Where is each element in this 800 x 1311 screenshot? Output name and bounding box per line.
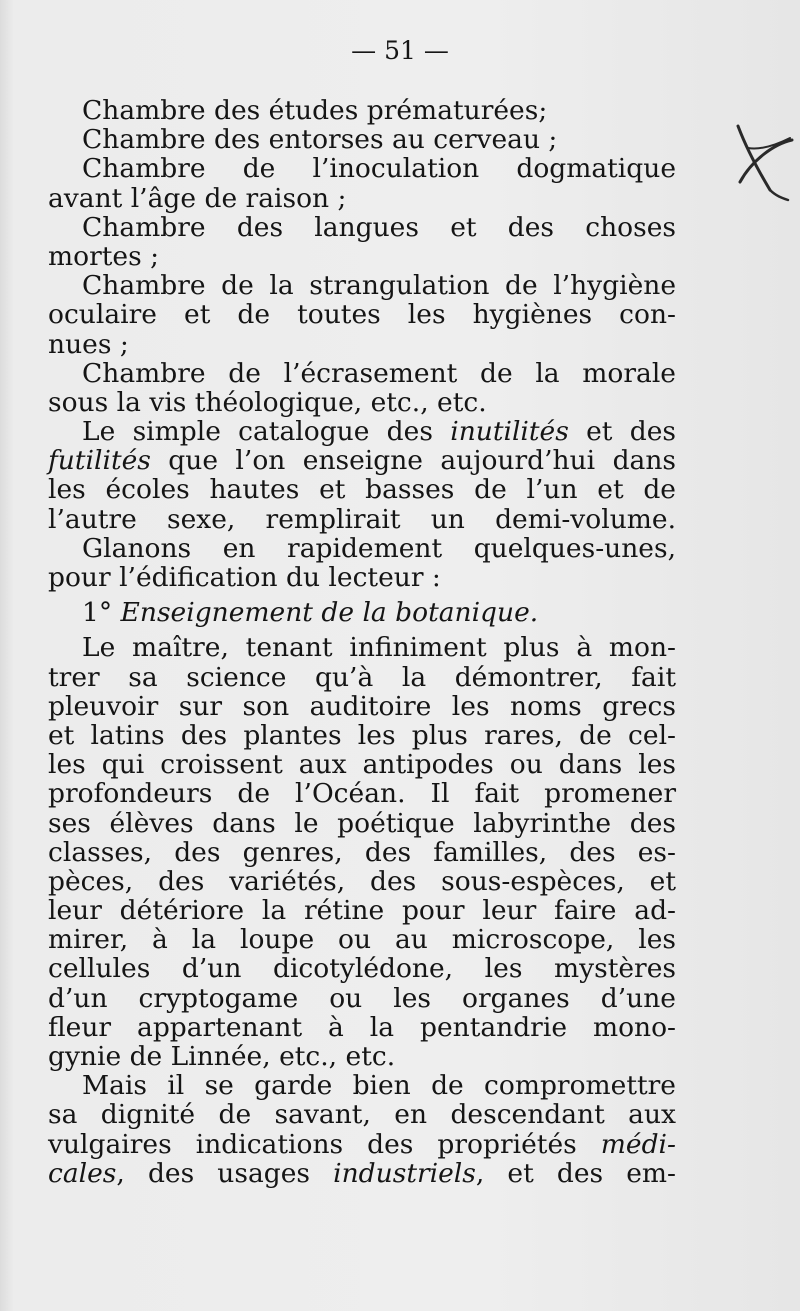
text-line: Chambre des études prématurées;	[82, 95, 548, 126]
text-line	[48, 446, 676, 475]
text-line: Glanons en rapidement quelques-unes,	[82, 532, 676, 564]
text-line: gynie de Linnée, etc., etc.	[48, 1041, 396, 1072]
section-heading	[48, 598, 676, 627]
text-line: fleur appartenant à la pentandrie mono-	[48, 1011, 676, 1043]
text-line: mortes ;	[48, 240, 160, 272]
text-span: , et des em-	[475, 1157, 676, 1189]
text-line: sa dignité de savant, en descendant aux	[48, 1099, 676, 1131]
text-span: vulgaires indications des propriétés	[48, 1128, 601, 1160]
text-line: sous la vis théologique, etc., etc.	[48, 386, 487, 418]
text-line: mirer, à la loupe ou au microscope, les	[48, 924, 676, 956]
text-line	[48, 417, 676, 446]
text-line: Chambre des langues et des choses	[82, 211, 676, 243]
text-line: avant l’âge de raison ;	[48, 182, 347, 214]
body-text	[48, 96, 676, 1188]
text-line: trer sa science qu’à la démontrer, fait	[48, 661, 676, 693]
text-span: 1°	[82, 597, 121, 629]
text-line: classes, des genres, des familles, des es-	[48, 836, 676, 868]
italic-span: Enseignement de la botanique.	[120, 597, 539, 629]
text-line: Chambre des entorses au cerveau ;	[82, 124, 558, 156]
text-line: pour l’édification du lecteur :	[48, 562, 441, 593]
text-line	[48, 1130, 676, 1159]
text-line: leur détériore la rétine pour leur faire ad-	[48, 895, 676, 927]
text-line: l’autre sexe, remplirait un demi-volume.	[48, 503, 676, 535]
italic-span: inutilités	[450, 416, 569, 448]
text-line: d’un cryptogame ou les organes d’une	[48, 982, 676, 1014]
text-span: Le simple catalogue des	[82, 416, 451, 448]
text-line: nues ;	[48, 328, 129, 360]
text-line: Chambre de la strangulation de l’hygiène	[82, 270, 676, 302]
handwritten-cross-mark-icon	[730, 120, 800, 210]
text-span: , des usages	[116, 1157, 334, 1189]
text-line: oculaire et de toutes les hygiènes con-	[48, 299, 676, 331]
italic-span: cales	[48, 1157, 117, 1189]
text-line: pèces, des variétés, des sous-espèces, et	[48, 865, 676, 897]
page-number: — 51 —	[351, 36, 449, 65]
text-line: et latins des plantes les plus rares, de cel-	[48, 719, 676, 751]
italic-span: futilités	[48, 445, 151, 477]
text-line: Chambre de l’inoculation dogmatique	[82, 153, 676, 185]
text-line: ses élèves dans le poétique labyrinthe des	[48, 807, 676, 839]
text-line: Mais il se garde bien de compromettre	[82, 1070, 676, 1102]
text-line	[48, 1159, 676, 1188]
text-line: les écoles hautes et basses de l’un et de	[48, 474, 676, 506]
text-line: Le maître, tenant infiniment plus à mon-	[82, 632, 676, 664]
italic-span: industriels	[333, 1157, 476, 1189]
text-span: et des	[568, 416, 676, 448]
text-line: Chambre de l’écrasement de la morale	[82, 357, 676, 389]
italic-span: médi-	[600, 1128, 676, 1160]
text-line: cellules d’un dicotylédone, les mystères	[48, 953, 676, 985]
text-span: que l’on enseigne aujourd’hui dans	[150, 445, 676, 477]
text-line: pleuvoir sur son auditoire les noms grecs	[48, 690, 676, 722]
text-line: profondeurs de l’Océan. Il fait promener	[48, 778, 676, 810]
text-line: les qui croissent aux antipodes ou dans les	[48, 749, 676, 781]
